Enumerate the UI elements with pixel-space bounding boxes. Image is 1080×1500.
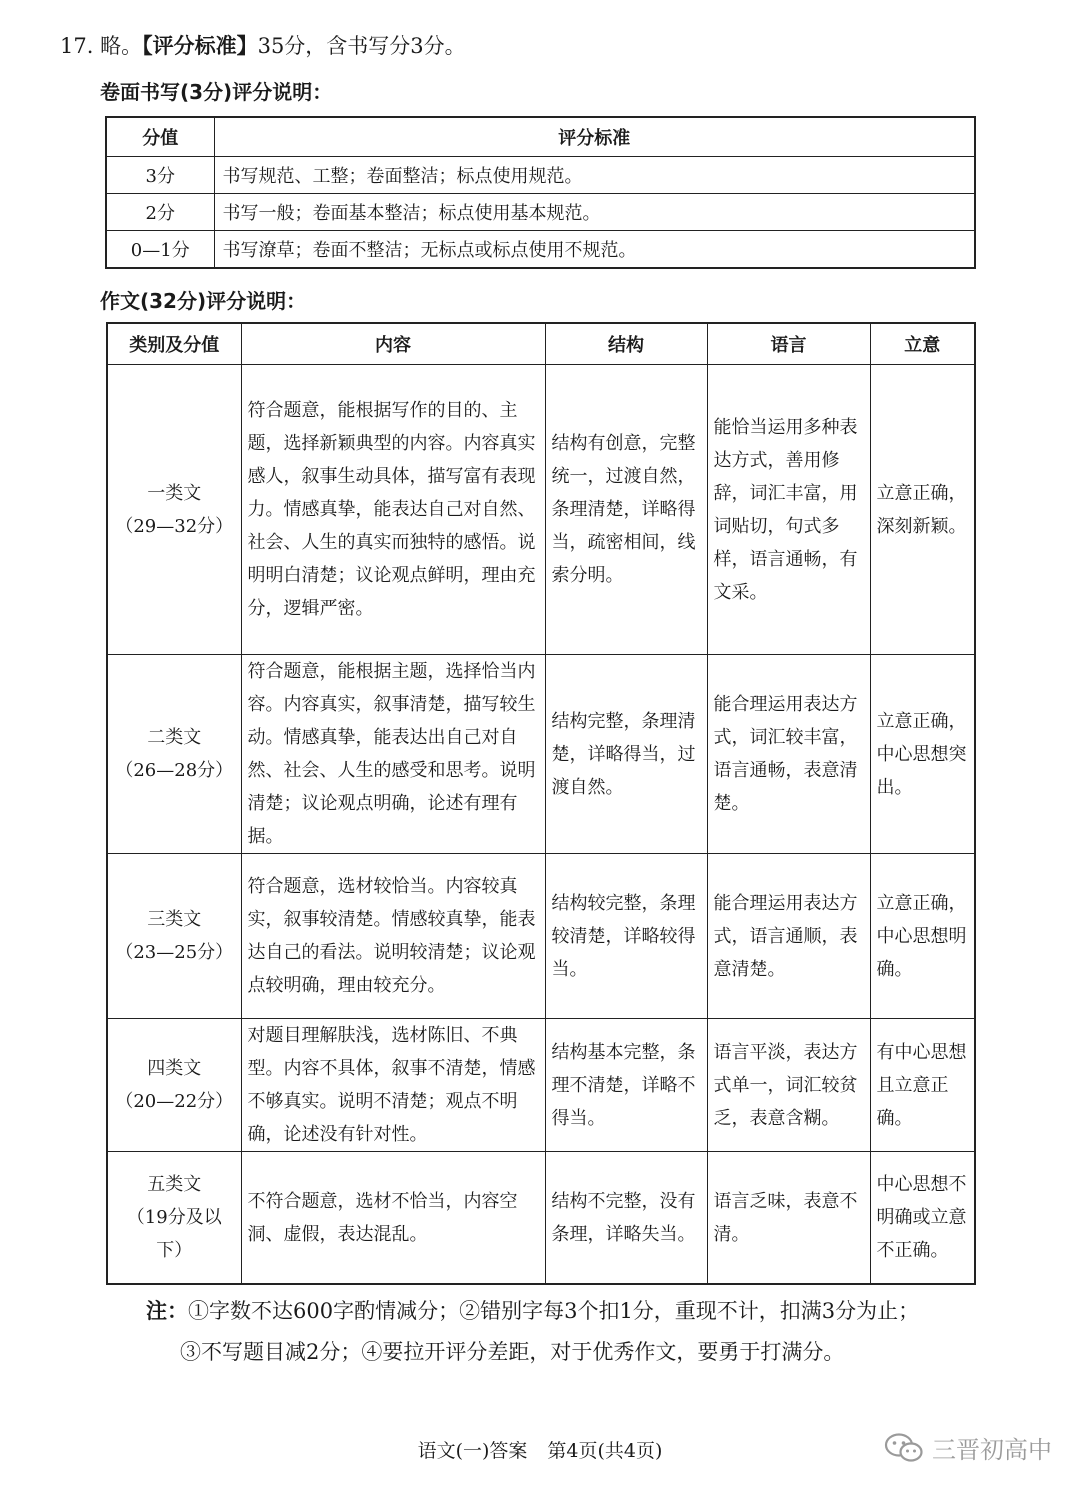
- criteria-cell: 书写潦草；卷面不整洁；无标点或标点使用不规范。: [214, 231, 975, 269]
- category-cell: [107, 655, 241, 854]
- header-category: 类别及分值: [107, 323, 241, 365]
- footer-subject: 语文(一)答案: [417, 1440, 528, 1462]
- structure-cell: 结构不完整，没有条理，详略失当。: [545, 1152, 707, 1285]
- language-cell: 能恰当运用多种表达方式，善用修辞，词汇丰富，用词贴切，句式多样，语言通畅，有文采。: [707, 365, 870, 655]
- category-range: （29—32分）: [115, 515, 234, 537]
- category-name: 二类文: [147, 727, 202, 748]
- q17-text: 35分，含书写分3分。: [257, 34, 466, 58]
- essay-score-table: [106, 322, 976, 1285]
- score-cell: 2分: [106, 194, 214, 231]
- category-name: 四类文: [147, 1058, 202, 1079]
- category-cell: [107, 854, 241, 1019]
- content-cell: 不符合题意，选材不恰当，内容空洞、虚假，表达混乱。: [241, 1152, 545, 1285]
- content-cell: 符合题意，能根据写作的目的、主题，选择新颖典型的内容。内容真实感人，叙事生动具体，描写富有表现力。情感真挚，能表达自己对自然、社会、人生的真实而独特的感悟。说明明白清楚；议论观点鲜明，理由充分，逻辑严密。: [241, 365, 545, 655]
- table-row: [106, 194, 975, 231]
- essay-section-title: 作文(32分)评分说明：: [100, 289, 307, 313]
- category-range: （23—25分）: [115, 942, 234, 963]
- score-cell: 3分: [106, 157, 214, 194]
- structure-cell: 结构完整，条理清楚，详略得当，过渡自然。: [545, 655, 707, 854]
- theme-cell: 有中心思想且立意正确。: [870, 1019, 975, 1152]
- writing-score-table: [105, 116, 976, 269]
- header-language: 语言: [707, 323, 870, 365]
- table-row: [106, 231, 975, 269]
- theme-cell: 中心思想不明确或立意不正确。: [870, 1152, 975, 1285]
- table-row: [107, 365, 975, 655]
- language-cell: 能合理运用表达方式，语言通顺，表意清楚。: [707, 854, 870, 1019]
- writing-section-title: 卷面书写(3分)评分说明：: [100, 80, 333, 104]
- language-cell: 能合理运用表达方式，词汇较丰富，语言通畅，表意清楚。: [707, 655, 870, 854]
- table-row: [107, 854, 975, 1019]
- q17-prefix: 17. 略。: [60, 34, 143, 58]
- watermark-text: 三晋初高中: [932, 1436, 1052, 1464]
- table-row: [107, 1019, 975, 1152]
- table-row: [106, 157, 975, 194]
- language-cell: 语言平淡，表达方式单一，词汇较贫乏，表意含糊。: [707, 1019, 870, 1152]
- criteria-cell: 书写一般；卷面基本整洁；标点使用基本规范。: [214, 194, 975, 231]
- note-text-1: ①字数不达600字酌情减分；②错别字每3个扣1分，重现不计，扣满3分为止；: [188, 1299, 920, 1323]
- table-header-row: [107, 323, 975, 365]
- wechat-icon: [884, 1432, 924, 1464]
- structure-cell: 结构有创意，完整统一，过渡自然，条理清楚，详略得当，疏密相间，线索分明。: [545, 365, 707, 655]
- footer-page: 第4页(共4页): [547, 1440, 663, 1462]
- note-line-1: [146, 1295, 919, 1325]
- q17-label: 【评分标准】: [142, 34, 258, 58]
- category-range: （19分及以下）: [126, 1207, 222, 1261]
- theme-cell: 立意正确，中心思想明确。: [870, 854, 975, 1019]
- content-cell: 对题目理解肤浅，选材陈旧、不典型。内容不具体，叙事不清楚，情感不够真实。说明不清楚；观点不明确，论述没有针对性。: [241, 1019, 545, 1152]
- category-name: 一类文: [147, 482, 202, 504]
- watermark: [884, 1430, 1052, 1465]
- note-label: 注：: [146, 1299, 188, 1323]
- category-range: （20—22分）: [115, 1091, 234, 1112]
- header-content: 内容: [241, 323, 545, 365]
- theme-cell: 立意正确，深刻新颖。: [870, 365, 975, 655]
- content-cell: 符合题意，选材较恰当。内容较真实，叙事较清楚。情感较真挚，能表达自己的看法。说明较清楚；议论观点较明确，理由较充分。: [241, 854, 545, 1019]
- score-cell: 0—1分: [106, 231, 214, 269]
- header-theme: 立意: [870, 323, 975, 365]
- category-range: （26—28分）: [115, 760, 234, 781]
- category-cell: [107, 1019, 241, 1152]
- structure-cell: 结构较完整，条理较清楚，详略较得当。: [545, 854, 707, 1019]
- category-cell: [107, 365, 241, 655]
- table-header-row: [106, 117, 975, 157]
- question-17-line: [60, 30, 466, 60]
- theme-cell: 立意正确，中心思想突出。: [870, 655, 975, 854]
- content-cell: 符合题意，能根据主题，选择恰当内容。内容真实，叙事清楚，描写较生动。情感真挚，能表达出自己对自然、社会、人生的感受和思考。说明清楚；议论观点明确，论述有理有据。: [241, 655, 545, 854]
- table-row: [107, 1152, 975, 1285]
- category-cell: [107, 1152, 241, 1285]
- category-name: 五类文: [147, 1174, 202, 1195]
- header-structure: 结构: [545, 323, 707, 365]
- criteria-cell: 书写规范、工整；卷面整洁；标点使用规范。: [214, 157, 975, 194]
- header-criteria: 评分标准: [214, 117, 975, 157]
- language-cell: 语言乏味，表意不清。: [707, 1152, 870, 1285]
- table-row: [107, 655, 975, 854]
- header-score: 分值: [106, 117, 214, 157]
- structure-cell: 结构基本完整，条理不清楚，详略不得当。: [545, 1019, 707, 1152]
- note-line-2: ③不写题目减2分；④要拉开评分差距，对于优秀作文，要勇于打满分。: [180, 1340, 845, 1364]
- category-name: 三类文: [147, 909, 202, 930]
